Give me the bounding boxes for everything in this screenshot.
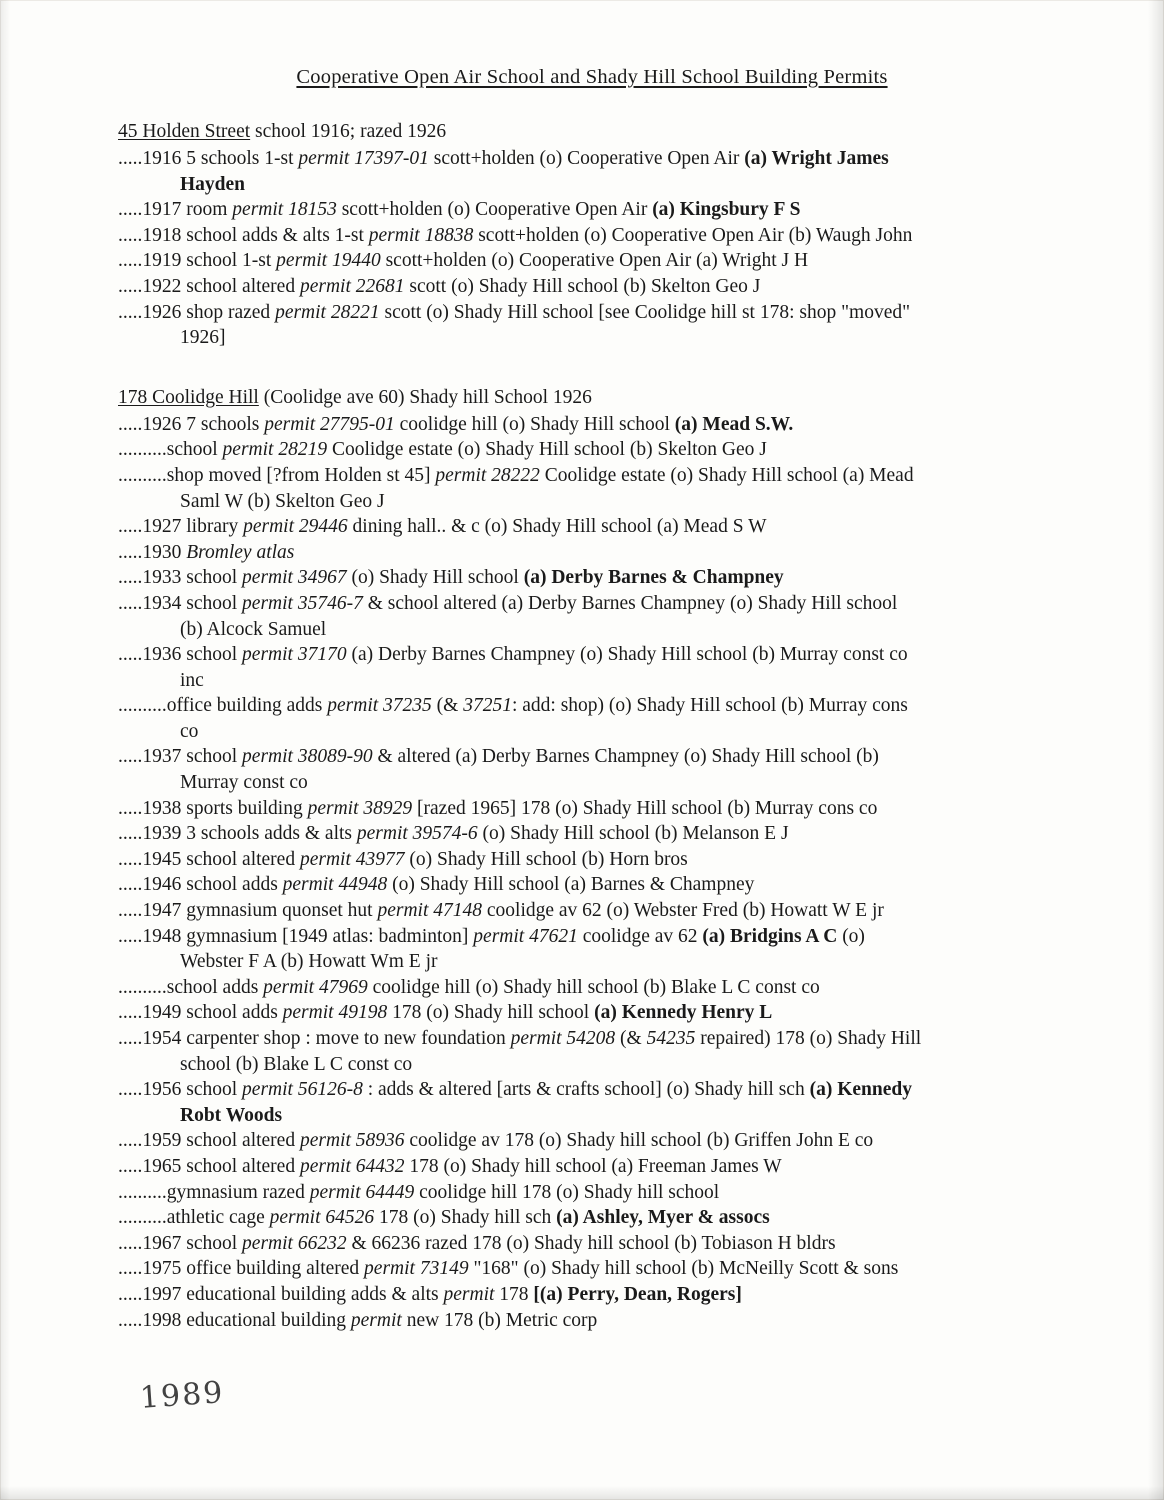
permit-number: permit 28219 — [222, 439, 328, 461]
permit-text: ..........athletic cage — [118, 1207, 270, 1229]
permit-text: co — [180, 720, 199, 742]
permit-number: 37251 — [463, 695, 512, 717]
permit-text: (o) Shady Hill school (a) Barnes & Champney — [387, 874, 755, 896]
permit-number: permit 35746-7 — [242, 592, 363, 614]
permit-number: permit 37235 — [327, 695, 432, 717]
permit-text: .....1947 gymnasium quonset hut — [118, 900, 378, 922]
permit-text: .....1936 school — [118, 644, 243, 666]
permit-entry — [118, 223, 1066, 249]
permit-text: (o) — [837, 925, 865, 947]
permit-number: permit 44948 — [282, 874, 388, 896]
permit-number: permit 58936 — [299, 1130, 405, 1152]
permit-entry — [118, 437, 1066, 463]
permit-number: permit 18153 — [232, 199, 337, 221]
permit-text: .....1919 school 1-st — [118, 250, 277, 272]
permit-number: permit 29446 — [243, 516, 348, 538]
permit-number: permit 64449 — [309, 1181, 415, 1203]
permit-text: repaired) 178 (o) Shady Hill — [695, 1028, 922, 1049]
permit-text: coolidge av 178 (o) Shady hill school (b) Griffen John E co — [404, 1130, 874, 1152]
permit-number: permit 54208 — [510, 1028, 616, 1049]
permit-number: permit — [443, 1283, 495, 1305]
permit-entry — [118, 1026, 1066, 1077]
permit-text: .....1938 sports building — [118, 797, 308, 819]
permit-entry — [118, 847, 1066, 873]
permit-number: 54235 — [646, 1028, 696, 1049]
permit-entry-continuation — [118, 668, 1066, 694]
permit-entry — [118, 248, 1066, 274]
permit-entry — [118, 565, 1066, 591]
permit-text: 178 (o) Shady hill school — [387, 1002, 595, 1024]
permit-entry — [118, 975, 1066, 1001]
permit-number: permit — [350, 1309, 402, 1331]
permit-text: (& — [615, 1028, 647, 1049]
section-heading-detail: (Coolidge ave 60) Shady hill School 1926 — [258, 386, 592, 408]
permit-text: ..........office building adds — [118, 695, 328, 717]
permit-entry — [118, 514, 1066, 540]
permit-text: .....1946 school adds — [118, 874, 283, 896]
permit-entry-continuation — [118, 1052, 1066, 1078]
permit-number: permit 43977 — [299, 848, 405, 870]
permit-text: Murray const co — [180, 772, 308, 794]
permit-entry — [118, 540, 1066, 566]
permit-entry — [118, 924, 1066, 975]
permit-emphasis: (a) Ashley, Myer & assocs — [556, 1207, 770, 1229]
page-title-text: Cooperative Open Air School and Shady Hill School Building Permits — [296, 66, 888, 88]
permit-number: permit 47969 — [263, 976, 368, 998]
permit-text: .....1959 school altered — [118, 1130, 300, 1152]
permit-entry-continuation — [118, 489, 1066, 515]
permit-entry-continuation — [118, 172, 1066, 198]
permit-emphasis: (a) Bridgins A C — [702, 925, 838, 947]
permit-emphasis: (a) Mead S.W. — [674, 413, 794, 435]
permit-text: 1926] — [180, 327, 226, 349]
permit-number: permit 64432 — [299, 1155, 405, 1177]
permit-text: .....1917 room — [118, 199, 233, 221]
permit-number: permit 37170 — [242, 644, 347, 666]
permit-entry-continuation — [118, 719, 1066, 745]
permit-entry — [118, 1128, 1066, 1154]
permit-text: 178 — [494, 1283, 534, 1305]
permit-text: Coolidge estate (o) Shady Hill school (b) Skelton Geo J — [327, 439, 767, 461]
permit-entry — [118, 412, 1066, 438]
permit-text: .....1922 school altered — [118, 275, 300, 297]
permit-number: permit 39574-6 — [356, 823, 478, 845]
permit-number: permit 47621 — [473, 925, 578, 947]
page-left-shadow — [0, 0, 10, 1500]
permit-text: scott+holden (o) Cooperative Open Air (a) Wright J H — [380, 250, 809, 272]
permit-text: (o) Shady Hill school (b) Melanson E J — [477, 823, 789, 845]
permit-section — [118, 385, 1066, 1333]
document-body — [118, 66, 1066, 1341]
permit-text: coolidge hill (o) Shady Hill school — [394, 413, 675, 435]
permit-entry-continuation — [118, 325, 1066, 351]
permit-text: .....1997 educational building adds & alts — [118, 1283, 444, 1305]
permit-number: permit 28221 — [275, 301, 380, 323]
permit-entry — [118, 693, 1066, 744]
permit-text: .....1967 school — [118, 1232, 243, 1254]
permit-text: .....1998 educational building — [118, 1309, 351, 1331]
permit-text: dining hall.. & c (o) Shady Hill school (a) Mead S W — [347, 516, 767, 538]
permit-text: ..........school adds — [118, 976, 264, 998]
permit-text: .....1927 library — [118, 516, 244, 538]
permit-text: ..........school — [118, 439, 223, 461]
permit-emphasis: (a) Kingsbury F S — [652, 199, 801, 221]
section-address: 45 Holden Street — [118, 121, 251, 142]
permit-entry — [118, 1282, 1066, 1308]
handwritten-annotation: 1989 — [138, 1375, 226, 1416]
permit-entry — [118, 463, 1066, 514]
permit-text: .....1954 carpenter shop : move to new foundation — [118, 1028, 511, 1049]
permit-text: .....1916 5 schools 1-st — [118, 148, 299, 169]
permit-text: .....1945 school altered — [118, 848, 300, 870]
permit-text: [razed 1965] 178 (o) Shady Hill school (b) Murray cons co — [412, 797, 878, 819]
permit-number: permit 49198 — [282, 1002, 388, 1024]
permit-number: permit 38929 — [307, 797, 413, 819]
permit-text: ..........shop moved [?from Holden st 45] — [118, 464, 436, 486]
section-spacer — [118, 359, 1066, 385]
permit-text: ..........gymnasium razed — [118, 1181, 310, 1203]
permit-entry — [118, 591, 1066, 642]
page-title — [118, 66, 1066, 89]
permit-entry-continuation — [118, 770, 1066, 796]
permit-emphasis: (a) Derby Barnes & Champney — [523, 567, 784, 589]
permit-text: .....1933 school — [118, 567, 243, 589]
permit-text: scott (o) Shady Hill school [see Coolidge hill st 178: shop "moved" — [379, 301, 911, 323]
permit-emphasis: Hayden — [180, 173, 246, 195]
permit-text: .....1948 gymnasium [1949 atlas: badminton] — [118, 925, 474, 947]
permit-number: permit 22681 — [299, 275, 405, 297]
permit-text: .....1965 school altered — [118, 1155, 300, 1177]
permit-text: scott (o) Shady Hill school (b) Skelton Geo J — [404, 275, 761, 297]
permit-sections — [118, 119, 1066, 1333]
permit-text: scott+holden (o) Cooperative Open Air (b) Waugh John — [473, 224, 913, 246]
permit-text: 178 (o) Shady hill sch — [374, 1207, 557, 1229]
permit-text: Saml W (b) Skelton Geo J — [180, 490, 385, 512]
section-heading — [118, 119, 1066, 144]
permit-text: coolidge av 62 — [577, 925, 703, 947]
permit-text: .....1956 school — [118, 1079, 243, 1101]
permit-entry — [118, 1308, 1066, 1334]
permit-entry-continuation — [118, 949, 1066, 975]
page-bottom-shadow — [0, 1486, 1164, 1500]
permit-text: .....1918 school adds & alts 1-st — [118, 224, 369, 246]
permit-entry — [118, 1154, 1066, 1180]
permit-text: school (b) Blake L C const co — [180, 1053, 413, 1075]
permit-entry — [118, 274, 1066, 300]
permit-text: .....1975 office building altered — [118, 1258, 365, 1280]
permit-number: permit 19440 — [276, 250, 381, 272]
permit-text: scott+holden (o) Cooperative Open Air — [336, 199, 653, 221]
permit-text: & altered (a) Derby Barnes Champney (o) Shady Hill school (b) — [372, 746, 879, 768]
permit-entry — [118, 1077, 1066, 1128]
permit-text: : adds & altered [arts & crafts school] (o) Shady hill sch — [362, 1079, 810, 1101]
permit-text: 178 (o) Shady hill school (a) Freeman James W — [404, 1155, 782, 1177]
permit-emphasis: (a) Wright James — [744, 148, 889, 169]
permit-emphasis: (a) Kennedy Henry L — [594, 1002, 773, 1024]
permit-text: .....1930 — [118, 541, 187, 563]
permit-text: Coolidge estate (o) Shady Hill school (a) Mead — [539, 464, 914, 486]
permit-entry — [118, 1180, 1066, 1206]
section-heading-detail: school 1916; razed 1926 — [250, 121, 447, 142]
section-address: 178 Coolidge Hill — [118, 386, 259, 408]
permit-text: .....1934 school — [118, 592, 243, 614]
permit-text: & 66236 razed 178 (o) Shady hill school (b) Tobiason H bldrs — [346, 1232, 836, 1254]
permit-emphasis: [(a) Perry, Dean, Rogers] — [533, 1283, 742, 1305]
permit-number: permit 47148 — [377, 900, 482, 922]
permit-text: coolidge hill (o) Shady hill school (b) Blake L C const co — [367, 976, 820, 998]
permit-text: & school altered (a) Derby Barnes Champney (o) Shady Hill school — [362, 592, 898, 614]
permit-number: permit 38089-90 — [242, 746, 373, 768]
permit-text: (o) Shady Hill school — [346, 567, 524, 589]
permit-text: (a) Derby Barnes Champney (o) Shady Hill school (b) Murray const co — [346, 644, 908, 666]
permit-text: coolidge hill 178 (o) Shady hill school — [414, 1181, 720, 1203]
permit-number: permit 18838 — [368, 224, 474, 246]
permit-entry — [118, 821, 1066, 847]
permit-text: coolidge av 62 (o) Webster Fred (b) Howatt W E jr — [482, 900, 884, 922]
permit-number: permit 73149 — [364, 1258, 469, 1280]
permit-entry — [118, 1000, 1066, 1026]
permit-entry — [118, 197, 1066, 223]
page-right-shadow — [1148, 0, 1164, 1500]
permit-text: .....1926 7 schools — [118, 413, 265, 435]
permit-text: Webster F A (b) Howatt Wm E jr — [180, 951, 438, 973]
permit-entry-continuation — [118, 617, 1066, 643]
permit-entry — [118, 642, 1066, 693]
permit-entry — [118, 1231, 1066, 1257]
permit-text: .....1949 school adds — [118, 1002, 283, 1024]
permit-text: .....1937 school — [118, 746, 243, 768]
permit-entry — [118, 898, 1066, 924]
permit-text: (& — [431, 695, 464, 717]
permit-entry — [118, 872, 1066, 898]
permit-text: scott+holden (o) Cooperative Open Air — [428, 148, 745, 169]
permit-number: permit 66232 — [242, 1232, 347, 1254]
permit-entry — [118, 146, 1066, 197]
permit-text: new 178 (b) Metric corp — [401, 1309, 598, 1331]
permit-entry — [118, 1256, 1066, 1282]
permit-section — [118, 119, 1066, 351]
permit-emphasis: (a) Kennedy — [809, 1079, 912, 1101]
section-heading — [118, 385, 1066, 410]
permit-entry — [118, 1205, 1066, 1231]
permit-number: permit 56126-8 — [242, 1079, 363, 1101]
permit-entry — [118, 300, 1066, 351]
permit-text: inc — [180, 669, 204, 691]
permit-number: permit 64526 — [269, 1207, 375, 1229]
permit-text: (o) Shady Hill school (b) Horn bros — [404, 848, 688, 870]
permit-entry-continuation — [118, 1103, 1066, 1129]
permit-text: .....1939 3 schools adds & alts — [118, 823, 357, 845]
permit-text: .....1926 shop razed — [118, 301, 276, 323]
permit-entry — [118, 796, 1066, 822]
permit-entry — [118, 744, 1066, 795]
permit-text: "168" (o) Shady hill school (b) McNeilly Scott & sons — [468, 1258, 899, 1280]
permit-text: : add: shop) (o) Shady Hill school (b) Murray cons — [511, 695, 908, 717]
permit-number: permit 34967 — [242, 567, 347, 589]
permit-number: Bromley atlas — [186, 541, 295, 563]
permit-number: permit 28222 — [435, 464, 540, 486]
permit-number: permit 17397-01 — [298, 148, 429, 169]
permit-number: permit 27795-01 — [264, 413, 395, 435]
permit-text: (b) Alcock Samuel — [180, 618, 327, 640]
permit-emphasis: Robt Woods — [180, 1104, 283, 1126]
